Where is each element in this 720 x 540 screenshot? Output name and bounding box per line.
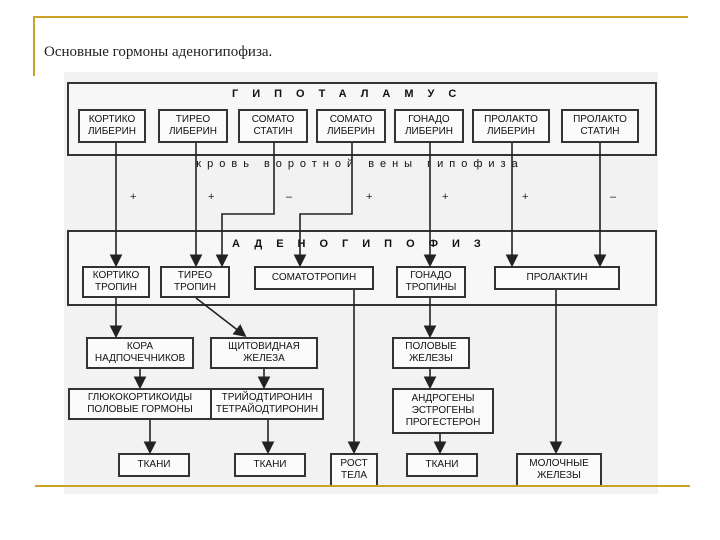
gland-hormones: ГЛЮКОКОРТИКОИДЫ ПОЛОВЫЕ ГОРМОНЫ	[68, 388, 212, 420]
hypothalamus-hormone: ГОНАДО ЛИБЕРИН	[394, 109, 464, 143]
hypothalamus-hormone: СОМАТО ЛИБЕРИН	[316, 109, 386, 143]
gland-hormones: ТРИЙОДТИРОНИН ТЕТРАЙОДТИРОНИН	[210, 388, 324, 420]
hypothalamus-hormone: ПРОЛАКТО ЛИБЕРИН	[472, 109, 550, 143]
effect-sign: –	[610, 191, 617, 203]
adenohypophysis-hormone: ТИРЕО ТРОПИН	[160, 266, 230, 298]
effect-sign: –	[286, 191, 293, 203]
effect-sign: +	[130, 191, 137, 203]
arrow-somatoliberin	[300, 143, 352, 264]
hypothalamus-hormone: КОРТИКО ЛИБЕРИН	[78, 109, 146, 143]
target-gland: КОРА НАДПОЧЕЧНИКОВ	[86, 337, 194, 369]
arrow-thyrotropin	[196, 298, 244, 335]
adenohypophysis-hormone: ПРОЛАКТИН	[494, 266, 620, 290]
target-tissue: ТКАНИ	[406, 453, 478, 477]
effect-sign: +	[522, 191, 529, 203]
target-gland: ЩИТОВИДНАЯ ЖЕЛЕЗА	[210, 337, 318, 369]
target-gland: ПОЛОВЫЕ ЖЕЛЕЗЫ	[392, 337, 470, 369]
effect-sign: +	[366, 191, 373, 203]
hypothalamus-hormone: ПРОЛАКТО СТАТИН	[561, 109, 639, 143]
slide-title: Основные гормоны аденогипофиза.	[44, 44, 273, 60]
target-tissue: ТКАНИ	[234, 453, 306, 477]
portal-blood-label: кровь воротной вены гипофиза	[196, 158, 524, 170]
target-tissue: ТКАНИ	[118, 453, 190, 477]
arrow-somatostatin	[222, 143, 274, 264]
target-tissue: РОСТ ТЕЛА	[330, 453, 378, 487]
hypothalamus-title: ГИПОТАЛАМУС	[232, 88, 471, 100]
hypothalamus-hormone: ТИРЕО ЛИБЕРИН	[158, 109, 228, 143]
effect-sign: +	[208, 191, 215, 203]
hypothalamus-hormone: СОМАТО СТАТИН	[238, 109, 308, 143]
adenohypophysis-hormone: СОМАТОТРОПИН	[254, 266, 374, 290]
adenohypophysis-hormone: ГОНАДО ТРОПИНЫ	[396, 266, 466, 298]
gland-hormones: АНДРОГЕНЫ ЭСТРОГЕНЫ ПРОГЕСТЕРОН	[392, 388, 494, 434]
adenohypophysis-hormone: КОРТИКО ТРОПИН	[82, 266, 150, 298]
target-tissue: МОЛОЧНЫЕ ЖЕЛЕЗЫ	[516, 453, 602, 487]
adenohypophysis-title: АДЕНОГИПОФИЗ	[232, 238, 495, 250]
effect-sign: +	[442, 191, 449, 203]
